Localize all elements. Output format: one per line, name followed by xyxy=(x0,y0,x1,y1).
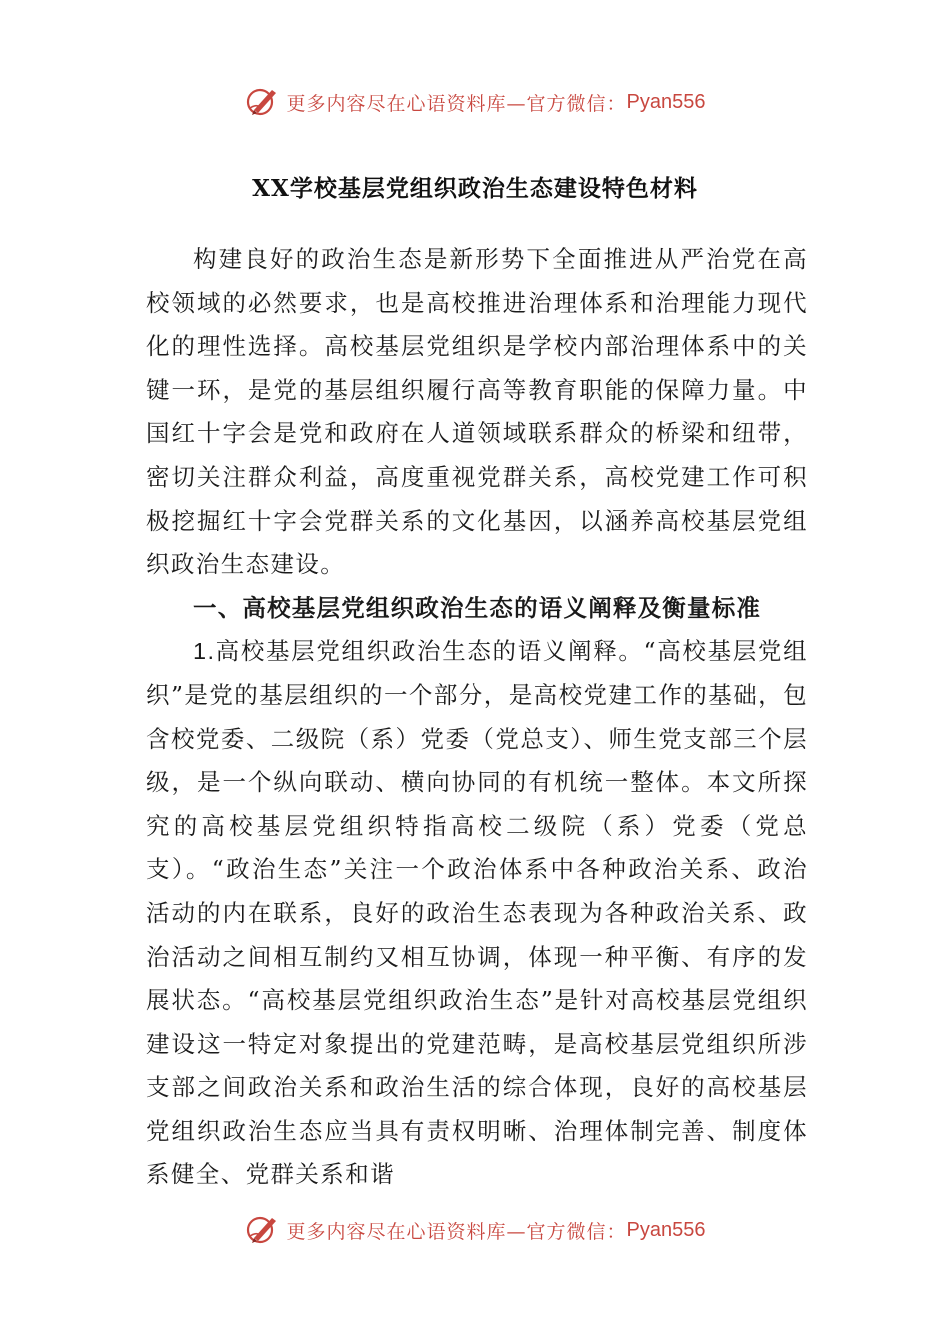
document-title: XX学校基层党组织政治生态建设特色材料 xyxy=(252,175,698,202)
banner-text: 更多内容尽在心语资料库—官方微信： xyxy=(286,1220,627,1243)
body-paragraph xyxy=(146,630,808,1197)
document-body xyxy=(146,238,808,1197)
item-number: 1. xyxy=(193,638,216,665)
pen-logo-icon xyxy=(245,1212,281,1248)
banner-wechat-id: Pyan556 xyxy=(626,90,706,113)
section-heading: 一、高校基层党组织政治生态的语义阐释及衡量标准 xyxy=(193,593,762,622)
header-watermark-banner xyxy=(0,82,950,122)
banner-wechat-id: Pyan556 xyxy=(626,1218,706,1241)
banner-text: 更多内容尽在心语资料库—官方微信： xyxy=(286,92,627,115)
body-paragraph-text: 高校基层党组织政治生态的语义阐释。“高校基层党组织”是党的基层组织的一个部分，是高校党建工作的基础，包含校党委、二级院（系）党委（党总支）、师生党支部三个层级，是一个纵向联动、横向协同的有机统一整体。本文所探究的高校基层党组织特指高校二级院（系）党委（党总支）。“政治生态”关注一个政治体系中各种政治关系、政治活动的内在联系，良好的政治生态表现为各种政治关系、政治活动之间相互制约又相互协调，体现一种平衡、有序的发展状态。“高校基层党组织政治生态”是针对高校基层党组织建设这一特定对象提出的党建范畴，是高校基层党组织所涉支部之间政治关系和政治生活的综合体现，良好的高校基层党组织政治生态应当具有责权明晰、治理体制完善、制度体系健全、党群关系和谐 xyxy=(146,637,808,1189)
pen-logo-icon xyxy=(245,84,281,120)
intro-paragraph: 构建良好的政治生态是新形势下全面推进从严治党在高校领域的必然要求，也是高校推进治理体系和治理能力现代化的理性选择。高校基层党组织是学校内部治理体系中的关键一环，是党的基层组织履行高等教育职能的保障力量。中国红十字会是党和政府在人道领域联系群众的桥梁和纽带，密切关注群众利益，高度重视党群关系，高校党建工作可积极挖掘红十字会党群关系的文化基因，以涵养高校基层党组织政治生态建设。 xyxy=(146,245,808,579)
footer-watermark-banner xyxy=(0,1210,950,1250)
